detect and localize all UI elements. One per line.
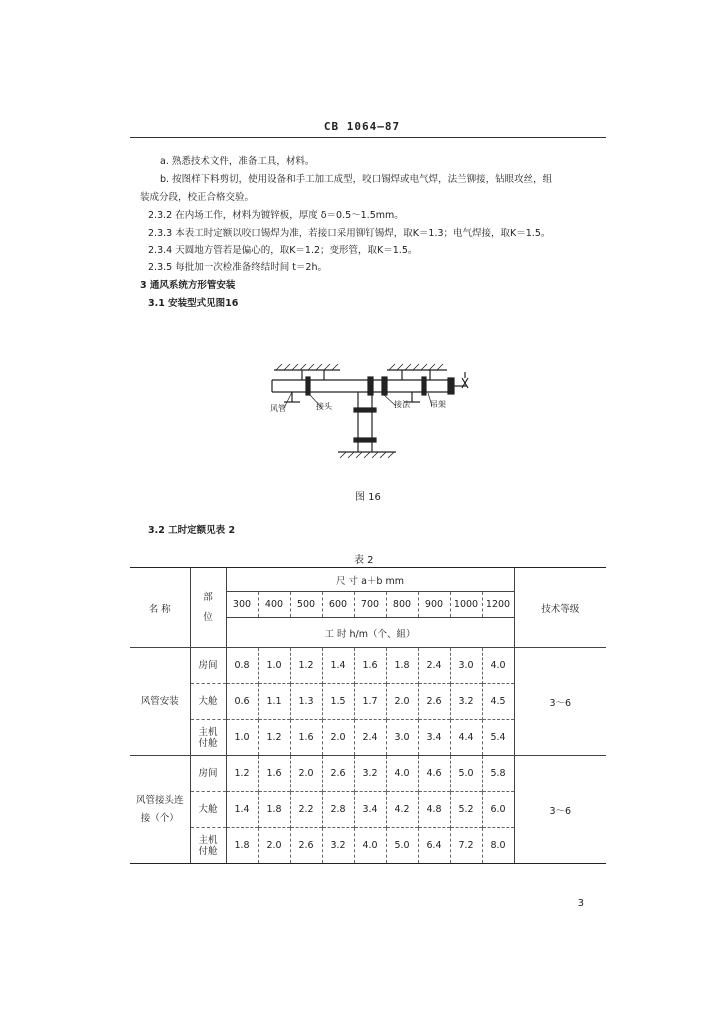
value-cell: 4.6 xyxy=(418,756,450,792)
clause-2-3-2: 2.3.2 在内场工作，材料为镀锌板，厚度 δ＝0.5～1.5mm。 xyxy=(148,210,404,221)
value-cell: 4.5 xyxy=(482,684,514,720)
group-name: 风管安装 xyxy=(130,648,190,756)
value-cell: 5.2 xyxy=(450,792,482,828)
size-header-cell: 900 xyxy=(418,592,450,618)
size-header-cell: 1000 xyxy=(450,592,482,618)
size-header-cell: 600 xyxy=(322,592,354,618)
value-cell: 4.0 xyxy=(386,756,418,792)
value-cell: 2.0 xyxy=(322,720,354,756)
document-header: CB 1064—87 xyxy=(323,120,401,133)
value-cell: 1.2 xyxy=(226,756,258,792)
value-cell: 1.6 xyxy=(290,720,322,756)
value-cell: 2.2 xyxy=(290,792,322,828)
value-cell: 8.0 xyxy=(482,828,514,864)
value-cell: 1.0 xyxy=(226,720,258,756)
value-cell: 1.6 xyxy=(354,648,386,684)
part-cell: 大舱 xyxy=(190,684,226,720)
value-cell: 5.0 xyxy=(386,828,418,864)
value-cell: 1.2 xyxy=(290,648,322,684)
part-cell: 主机付舱 xyxy=(190,720,226,756)
header-rule xyxy=(130,137,606,138)
value-cell: 1.8 xyxy=(226,828,258,864)
value-cell: 4.0 xyxy=(482,648,514,684)
section-3-heading: 3 通风系统方形管安装 xyxy=(140,280,236,291)
value-cell: 2.4 xyxy=(354,720,386,756)
size-header-cell: 300 xyxy=(226,592,258,618)
value-cell: 6.4 xyxy=(418,828,450,864)
installation-figure xyxy=(262,352,502,467)
value-cell: 3.2 xyxy=(322,828,354,864)
section-3-2-heading: 3.2 工时定额见表 2 xyxy=(148,525,236,536)
table-row xyxy=(130,756,606,792)
table-caption: 表 2 xyxy=(354,555,374,566)
value-cell: 5.0 xyxy=(450,756,482,792)
label-hanger: 吊架 xyxy=(430,400,446,409)
value-cell: 2.0 xyxy=(258,828,290,864)
group-name: 风管接头连接（个） xyxy=(130,756,190,864)
value-cell: 0.8 xyxy=(226,648,258,684)
size-header-cell: 800 xyxy=(386,592,418,618)
value-cell: 1.7 xyxy=(354,684,386,720)
item-b-line2: 装成分段，校正合格交验。 xyxy=(140,192,255,203)
item-b-line1: b. 按图样下料剪切，使用设备和手工加工成型，咬口锡焊或电气焊，法兰铆接，钻眼攻丝，组 xyxy=(160,174,553,185)
value-cell: 5.8 xyxy=(482,756,514,792)
col-header-part: 部 位 xyxy=(190,568,226,648)
value-cell: 6.0 xyxy=(482,792,514,828)
value-cell: 2.8 xyxy=(322,792,354,828)
value-cell: 1.8 xyxy=(258,792,290,828)
col-header-name: 名 称 xyxy=(130,568,190,648)
value-cell: 1.6 xyxy=(258,756,290,792)
figure-caption: 图 16 xyxy=(355,492,381,503)
value-cell: 4.8 xyxy=(418,792,450,828)
part-cell: 房间 xyxy=(190,756,226,792)
value-cell: 1.8 xyxy=(386,648,418,684)
value-cell: 4.4 xyxy=(450,720,482,756)
value-cell: 5.4 xyxy=(482,720,514,756)
clause-2-3-4: 2.3.4 天圆地方管若是偏心的，取K＝1.2；变形管，取K＝1.5。 xyxy=(148,245,418,256)
col-header-size: 尺 寸 a＋b mm xyxy=(226,568,514,592)
part-cell: 房间 xyxy=(190,648,226,684)
size-header-cell: 500 xyxy=(290,592,322,618)
value-cell: 1.4 xyxy=(322,648,354,684)
value-cell: 3.4 xyxy=(418,720,450,756)
value-cell: 1.5 xyxy=(322,684,354,720)
value-cell: 2.0 xyxy=(290,756,322,792)
value-cell: 1.0 xyxy=(258,648,290,684)
value-cell: 1.4 xyxy=(226,792,258,828)
size-header-cell: 400 xyxy=(258,592,290,618)
value-cell: 3.4 xyxy=(354,792,386,828)
value-cell: 2.6 xyxy=(322,756,354,792)
label-duct: 风管 xyxy=(270,404,286,413)
value-cell: 3.0 xyxy=(386,720,418,756)
value-cell: 1.3 xyxy=(290,684,322,720)
value-cell: 7.2 xyxy=(450,828,482,864)
table-row xyxy=(130,648,606,684)
value-cell: 3.2 xyxy=(354,756,386,792)
value-cell: 0.6 xyxy=(226,684,258,720)
page-number: 3 xyxy=(577,898,584,909)
value-cell: 2.0 xyxy=(386,684,418,720)
item-a: a. 熟悉技术文件，准备工具，材料。 xyxy=(160,156,315,167)
value-cell: 3.0 xyxy=(450,648,482,684)
value-cell: 4.0 xyxy=(354,828,386,864)
label-joint: 接头 xyxy=(316,402,332,411)
part-cell: 大舱 xyxy=(190,792,226,828)
section-3-1-heading: 3.1 安装型式见图16 xyxy=(148,298,239,309)
size-header-cell: 1200 xyxy=(482,592,514,618)
col-header-grade: 技术等级 xyxy=(514,568,606,648)
value-cell: 2.4 xyxy=(418,648,450,684)
clause-2-3-5: 2.3.5 每批加一次检准备终结时间 t＝2h。 xyxy=(148,262,328,273)
label-flange: 接法 xyxy=(394,400,410,409)
value-cell: 3.2 xyxy=(450,684,482,720)
work-hour-table xyxy=(130,567,606,864)
value-cell: 4.2 xyxy=(386,792,418,828)
value-cell: 1.1 xyxy=(258,684,290,720)
part-cell: 主机付舱 xyxy=(190,828,226,864)
value-cell: 2.6 xyxy=(418,684,450,720)
value-cell: 2.6 xyxy=(290,828,322,864)
value-cell: 1.2 xyxy=(258,720,290,756)
size-header-cell: 700 xyxy=(354,592,386,618)
clause-2-3-3: 2.3.3 本表工时定额以咬口锡焊为准，若接口采用铆钉锡焊，取K＝1.3；电气焊接，取K＝1.5。 xyxy=(148,228,551,239)
col-header-unit: 工 时 h/m（个、組） xyxy=(226,618,514,648)
group-grade: 3～6 xyxy=(514,756,606,864)
group-grade: 3～6 xyxy=(514,648,606,756)
